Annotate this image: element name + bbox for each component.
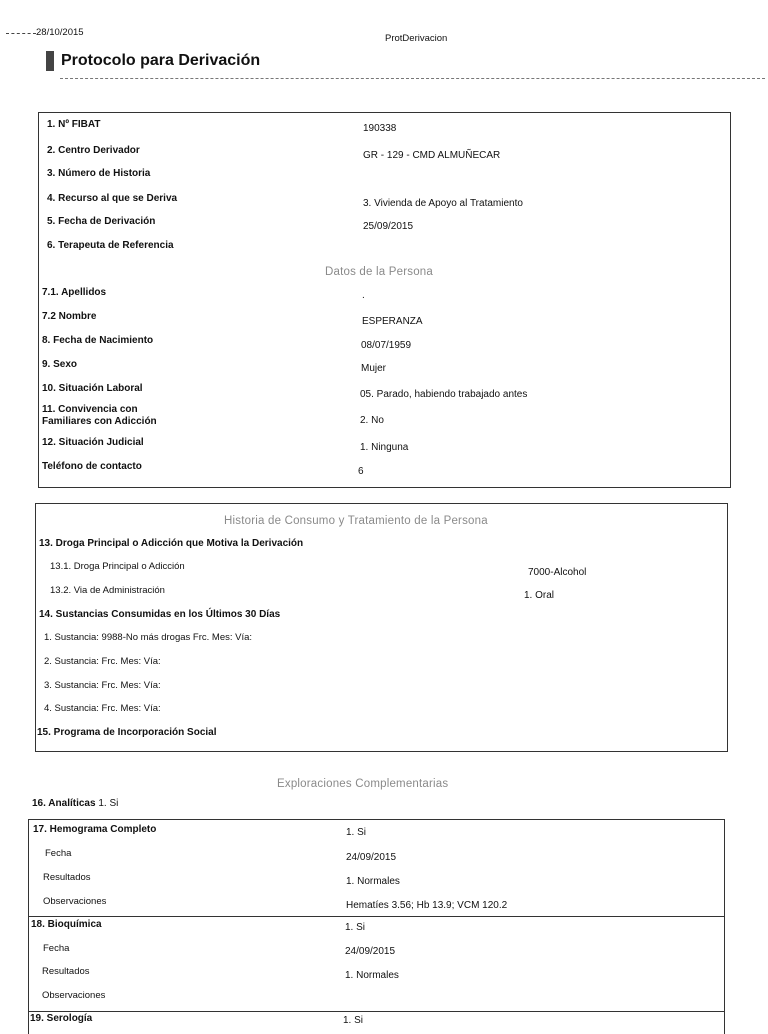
sustancia-row-2: 2. Sustancia: Frc. Mes: Vía: <box>44 656 161 667</box>
label-centro-derivador: 2. Centro Derivador <box>47 145 140 156</box>
analiticas-line <box>32 798 118 809</box>
value-telefono: 6 <box>358 466 364 477</box>
sustancia-row-4: 4. Sustancia: Frc. Mes: Vía: <box>44 703 161 714</box>
divider-serologia <box>28 1011 725 1012</box>
persona-section-title: Datos de la Persona <box>325 266 434 278</box>
label-programa-incorporacion: 15. Programa de Incorporación Social <box>37 727 217 738</box>
value-situacion-laboral: 05. Parado, habiendo trabajado antes <box>360 389 528 400</box>
sustancia-row-3: 3. Sustancia: Frc. Mes: Vía: <box>44 680 161 691</box>
label-droga-principal: 13.1. Droga Principal o Adicción <box>50 561 185 572</box>
value-fecha-derivacion: 25/09/2015 <box>363 221 414 232</box>
label-situacion-judicial: 12. Situación Judicial <box>42 437 144 448</box>
label-terapeuta: 6. Terapeuta de Referencia <box>47 240 174 251</box>
sustancia-row-1: 1. Sustancia: 9988-No más drogas Frc. Mes: Vía: <box>44 632 253 643</box>
title-underline <box>60 78 765 79</box>
label-fecha-derivacion: 5. Fecha de Derivación <box>47 216 156 227</box>
value-nombre: ESPERANZA <box>362 316 423 327</box>
value-hemograma-fecha: 24/09/2015 <box>346 852 397 863</box>
label-convivencia: 11. Convivencia con <box>42 404 138 415</box>
divider-bioquimica <box>28 916 725 917</box>
value-centro-derivador: GR - 129 - CMD ALMUÑECAR <box>363 150 501 161</box>
label-hemograma: 17. Hemograma Completo <box>33 824 157 835</box>
value-situacion-judicial: 1. Ninguna <box>360 442 409 453</box>
value-serologia: 1. Si <box>343 1015 364 1026</box>
label-sexo: 9. Sexo <box>42 359 78 370</box>
value-recurso: 3. Vivienda de Apoyo al Tratamiento <box>363 198 523 209</box>
value-sexo: Mujer <box>361 363 387 374</box>
label-bioquimica-fecha: Fecha <box>43 943 70 954</box>
value-convivencia: 2. No <box>360 415 384 426</box>
label-droga-principal-motivo: 13. Droga Principal o Adicción que Motiva la Derivación <box>39 538 304 549</box>
value-droga-principal: 7000-Alcohol <box>528 567 587 578</box>
margin-mark <box>6 33 36 34</box>
value-hemograma: 1. Si <box>346 827 367 838</box>
label-hemograma-observaciones: Observaciones <box>43 896 107 907</box>
title-marker <box>46 51 54 71</box>
label-hemograma-fecha: Fecha <box>45 848 72 859</box>
value-fibat: 190338 <box>363 123 397 134</box>
value-fecha-nacimiento: 08/07/1959 <box>361 340 412 351</box>
value-hemograma-resultados: 1. Normales <box>346 876 400 887</box>
label-apellidos: 7.1. Apellidos <box>42 287 107 298</box>
value-analiticas: 1. Si <box>98 798 119 809</box>
label-via-administracion: 13.2. Via de Administración <box>50 585 165 596</box>
label-numero-historia: 3. Número de Historia <box>47 168 151 179</box>
label-telefono: Teléfono de contacto <box>42 461 142 472</box>
print-date: 28/10/2015 <box>36 27 84 38</box>
exploraciones-section-title: Exploraciones Complementarias <box>277 778 449 790</box>
page-title: Protocolo para Derivación <box>61 52 261 69</box>
label-bioquimica-observaciones: Observaciones <box>42 990 106 1001</box>
label-fibat: 1. Nº FIBAT <box>47 119 101 130</box>
label-analiticas: 16. Analíticas <box>32 798 96 809</box>
label-convivencia-line2: Familiares con Adicción <box>42 416 157 427</box>
historia-section-title: Historia de Consumo y Tratamiento de la Persona <box>224 515 488 527</box>
label-serologia: 19. Serología <box>30 1013 93 1024</box>
label-bioquimica-resultados: Resultados <box>42 966 90 977</box>
label-bioquimica: 18. Bioquímica <box>31 919 102 930</box>
value-bioquimica-fecha: 24/09/2015 <box>345 946 396 957</box>
label-situacion-laboral: 10. Situación Laboral <box>42 383 143 394</box>
label-recurso: 4. Recurso al que se Deriva <box>47 193 178 204</box>
app-name: ProtDerivacion <box>385 33 448 44</box>
label-hemograma-resultados: Resultados <box>43 872 91 883</box>
label-fecha-nacimiento: 8. Fecha de Nacimiento <box>42 335 154 346</box>
value-apellidos: . <box>362 290 365 301</box>
value-bioquimica-resultados: 1. Normales <box>345 970 399 981</box>
value-via-administracion: 1. Oral <box>524 590 555 601</box>
value-hemograma-observaciones: Hematíes 3.56; Hb 13.9; VCM 120.2 <box>346 900 508 911</box>
label-sustancias-30-dias: 14. Sustancias Consumidas en los Últimos 30 Días <box>39 609 281 620</box>
value-bioquimica: 1. Si <box>345 922 366 933</box>
label-nombre: 7.2 Nombre <box>42 311 97 322</box>
